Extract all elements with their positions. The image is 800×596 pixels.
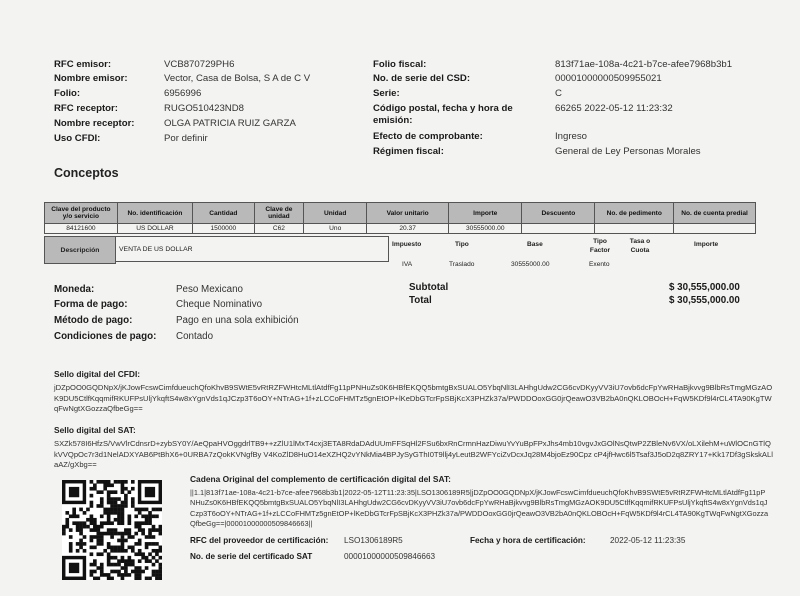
moneda-label: Moneda:	[54, 284, 95, 295]
tax-value: Exento	[589, 261, 610, 268]
nombre-emisor-label: Nombre emisor:	[54, 73, 128, 84]
cadena-original-label: Cadena Original del complemento de certificación digital del SAT:	[190, 474, 451, 484]
qr-code	[62, 480, 162, 580]
serie-csd-label: No. de serie del CSD:	[373, 73, 471, 84]
moneda-value: Peso Mexicano	[176, 284, 243, 295]
table-cell: Uno	[304, 224, 367, 234]
serie-label: Serie:	[373, 88, 400, 99]
col-header: Importe	[449, 203, 522, 224]
table-cell: 30555000.00	[449, 224, 522, 234]
rfc-emisor-label: RFC emisor:	[54, 59, 112, 70]
rfc-proveedor-value: LSO1306189R5	[344, 536, 403, 545]
rfc-receptor-value: RUGO510423ND8	[164, 103, 244, 114]
folio-value: 6956996	[164, 88, 202, 99]
col-header: Clave de unidad	[254, 203, 304, 224]
folio-fiscal-value: 813f71ae-108a-4c21-b7ce-afee7968b3b1	[555, 59, 733, 70]
table-cell: 20.37	[367, 224, 449, 234]
sello-sat-value: SXZk578I6HfzS/VwVlrCdnsrD+zybSY0Y/AeQpaHVOggdrlTB9++zZlU1lMxT4cxj3ETA8RdaDAdUUmFFSqHl2FSu6bxRnCrmnHazDiwuYvYuBpFPxJhs4mb10vgvJxGOlNsQtwP2ZBleNv6VX/oLXilehM+uWlOCnGTlQkVVQpOc7r3d1NelADXYAB6PtBhX6+0URBA7zQokKVNgfBy V4KoZlD8HuO14eXZHQ2vYNkMia4BPJySyGThI0T9llj4yLeutB2WFYciZvDcxJq28M4bjoEz90Cpz cP4jfHwc6l5Tsaf3J5oD2q8ZRY17+Kk17Df3gSkskALlaAZ/gXbg==	[54, 439, 773, 470]
nombre-receptor-label: Nombre receptor:	[54, 118, 135, 129]
rfc-receptor-label: RFC receptor:	[54, 103, 118, 114]
no-serie-cert-label: No. de serie del certificado SAT	[190, 552, 313, 561]
total-value: $ 30,555,000.00	[669, 295, 740, 306]
forma-pago-label: Forma de pago:	[54, 299, 128, 310]
conceptos-title: Conceptos	[54, 166, 119, 180]
col-header: Clave del producto y/o servicio	[45, 203, 118, 224]
tax-value: 30555000.00	[511, 261, 550, 268]
qr-code-graphic	[62, 480, 162, 580]
condiciones-value: Contado	[176, 331, 214, 342]
efecto-value: Ingreso	[555, 131, 587, 142]
table-cell	[522, 224, 595, 234]
tax-header: Tipo	[455, 241, 469, 248]
regimen-label: Régimen fiscal:	[373, 146, 444, 157]
col-header: No. identificación	[117, 203, 192, 224]
col-header: No. de cuenta predial	[674, 203, 756, 224]
serie-value: C	[555, 88, 562, 99]
descripcion-label: Descripción	[44, 236, 116, 264]
cadena-original-value: ||1.1|813f71ae-108a-4c21-b7ce-afee7968b3b1|2022-05-12T11:23:35|LSO1306189R5|jDZpOO0GQDNpX/jKJowFcswCimfdueuchQfoKhvB9SWtE5vRtRZFWHtcMLtlAtdfFg11pPNHuZs0K6HBfEKQQ5bmtgBxSUALO5YbqNlI3LAHhgUdw2CG6cvDKyyVV3iU7ovb6dcFpYwRHaBjkvvg9BlbRsTmgMGzAOK9DU5CtlfKqqmifRKUFPsUljYkqftS4w8xYgnVds1qJCzp3T6oOY+NTrAG+1f+zLCCoFHMTz5gnEtOP+lKeDbGTcrFpSBjKcX3PHZk37a/PWDDOoxGG0jrQeawO3VB2bA0nQKLOBOcH+FqW5KDf9l4rCL4TA90KgTWqFwNgtXGozzaQfbeGg==|00001000000509846663||	[190, 488, 769, 529]
uso-cfdi-label: Uso CFDI:	[54, 133, 101, 144]
cp-fecha-label: Código postal, fecha y hora de	[373, 103, 513, 114]
subtotal-label: Subtotal	[409, 282, 449, 293]
tax-header: Impuesto	[392, 241, 422, 248]
nombre-receptor-value: OLGA PATRICIA RUIZ GARZA	[164, 118, 296, 129]
rfc-proveedor-label: RFC del proveedor de certificación:	[190, 536, 329, 545]
col-header: Valor unitario	[367, 203, 449, 224]
serie-csd-value: 00001000000509955021	[555, 73, 662, 84]
metodo-pago-label: Método de pago:	[54, 315, 133, 326]
descripcion-value: VENTA DE US DOLLAR	[115, 236, 389, 262]
col-header: Cantidad	[193, 203, 254, 224]
col-header: No. de pedimento	[595, 203, 674, 224]
regimen-value: General de Ley Personas Morales	[555, 146, 701, 157]
forma-pago-value: Cheque Nominativo	[176, 299, 263, 310]
metodo-pago-value: Pago en una sola exhibición	[176, 315, 299, 326]
col-header: Descuento	[522, 203, 595, 224]
conceptos-header-row	[45, 203, 756, 224]
sello-sat-label: Sello digital del SAT:	[54, 425, 136, 435]
tax-header: Tasa o Cuota	[629, 238, 651, 254]
sello-cfdi-value: jDZpOO0GQDNpX/jKJowFcswCimfdueuchQfoKhvB9SWtE5vRtRZFWHtcMLtlAtdfFg11pPNHuZs0K6HBfEKQQ5bmtgBxSUALO5YbqNlI3LAHhgUdw2CG6cvDKyyVV3iU7ovb6dcFpYwRHaBjkvvg9BlbRsTmgMGzAOK9DU5CtlfKqqmifRKUFPsUljYkqftS4w8xYgnVds1qJCzp3T6oOY+NTrAG+1f+zLCCoFHMTz5gnEtOP+lKeDbGTcrFpSBjKcX3PHZk37a/PWDDOoxGG0jrQeawO3VB2bA0nQKLOBOcH+FqW5KDf9l4rCL4TA90KgTWqFwNgtXGozzaQfbeGg==	[54, 383, 773, 414]
sello-cfdi-label: Sello digital del CFDI:	[54, 369, 141, 379]
efecto-label: Efecto de comprobante:	[373, 131, 483, 142]
tax-header: Tipo Factor	[589, 238, 611, 254]
cp-fecha-label-2: emisión:	[373, 115, 413, 126]
fecha-certificacion-label: Fecha y hora de certificación:	[470, 536, 586, 545]
folio-fiscal-label: Folio fiscal:	[373, 59, 427, 70]
uso-cfdi-value: Por definir	[164, 133, 208, 144]
tax-header: Base	[527, 241, 543, 248]
folio-label: Folio:	[54, 88, 81, 99]
no-serie-cert-value: 00001000000509846663	[344, 552, 436, 561]
table-cell: C62	[254, 224, 304, 234]
table-cell: US DOLLAR	[117, 224, 192, 234]
condiciones-label: Condiciones de pago:	[54, 331, 157, 342]
table-cell: 84121600	[45, 224, 118, 234]
rfc-emisor-value: VCB870729PH6	[164, 59, 235, 70]
tax-value: IVA	[402, 261, 413, 268]
total-label: Total	[409, 295, 432, 306]
nombre-emisor-value: Vector, Casa de Bolsa, S A de C V	[164, 73, 311, 84]
fecha-certificacion-value: 2022-05-12 11:23:35	[610, 536, 686, 545]
cp-fecha-value: 66265 2022-05-12 11:23:32	[555, 103, 673, 114]
table-row	[45, 224, 756, 234]
subtotal-value: $ 30,555,000.00	[669, 282, 740, 293]
col-header: Unidad	[304, 203, 367, 224]
conceptos-table	[44, 202, 756, 234]
table-cell	[595, 224, 674, 234]
table-cell	[674, 224, 756, 234]
tax-header: Importe	[694, 241, 719, 248]
table-cell: 1500000	[193, 224, 254, 234]
tax-value: Traslado	[449, 261, 475, 268]
